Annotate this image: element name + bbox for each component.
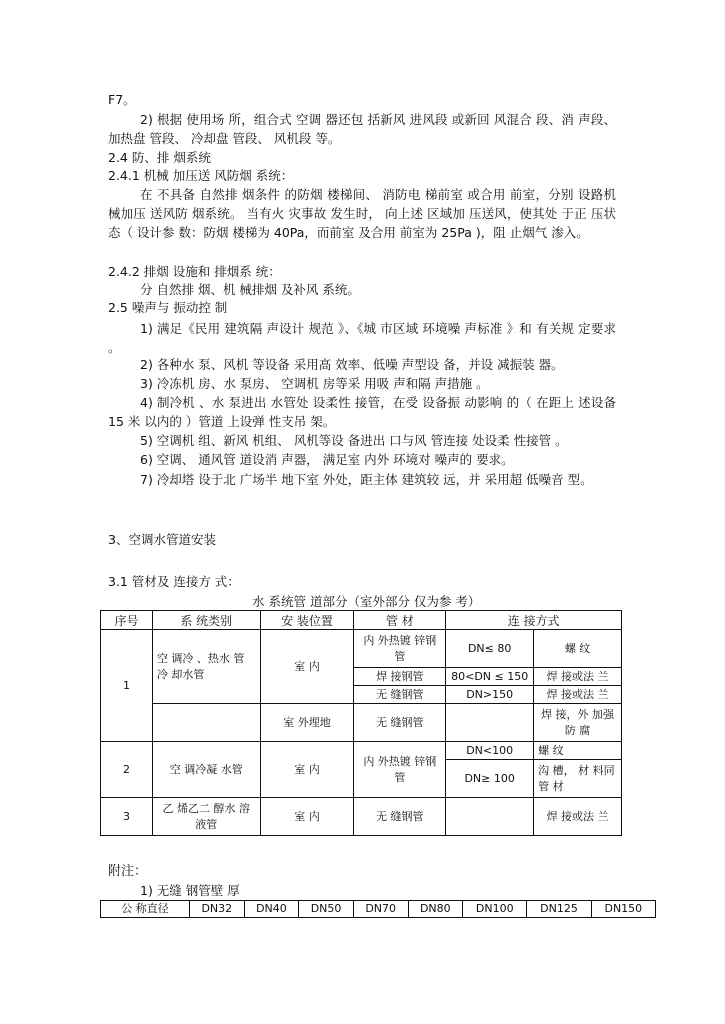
header-system: 系 统类别 [152, 611, 260, 630]
text-f7: F7。 [108, 92, 136, 107]
text-usage: 2) 根据 使用场 所，组合式 空调 器还包 括新风 进风段 或新回 风混合 段、消 声段、 加热盘 管段、 冷却盘 管段、 风机段 等。 [108, 112, 616, 146]
table-row [101, 798, 622, 836]
wall-thickness-table [100, 900, 656, 918]
cell-location: 室 外埋地 [260, 704, 354, 742]
cell-no: 1 [101, 630, 153, 742]
cell-material: 焊 接钢管 [354, 668, 446, 686]
cell-dn100: DN100 [463, 901, 527, 918]
table-caption: 水 系统管 道部分（室外部分 仅为参 考） [252, 594, 481, 609]
heading-3-1: 3.1 管材及 连接方 式： [108, 574, 240, 589]
pipe-material-table [100, 610, 622, 836]
cell-size: DN>150 [446, 686, 534, 704]
noise-item-1: 1) 满足《民用 建筑隔 声设计 规范 》、《城 市区域 环境噪 声标准 》和 有关规 定要求 。 [108, 321, 616, 355]
heading-2-5: 2.5 噪声与 振动控 制 [108, 300, 228, 315]
table-header-row [101, 611, 622, 630]
noise-item-7: 7) 冷却塔 设于北 广场半 地下室 外处，距主体 建筑较 远，并 采用超 低噪音 型。 [140, 472, 593, 487]
cell-material: 无 缝钢管 [354, 704, 446, 742]
cell-size: DN≥ 100 [446, 760, 534, 798]
cell-no: 2 [101, 742, 153, 798]
heading-2-4: 2.4 防、排 烟系统 [108, 150, 211, 165]
note-item-1: 1) 无缝 钢管壁 厚 [140, 883, 240, 898]
cell-system: 乙 烯乙二 醇水 溶 液管 [152, 798, 260, 836]
cell-material: 内 外热镀 锌钢 管 [354, 742, 446, 798]
cell-system-empty [152, 704, 260, 742]
heading-2-4-1: 2.4.1 机械 加压送 风防烟 系统： [108, 168, 294, 183]
cell-material: 无 缝钢管 [354, 686, 446, 704]
cell-dn40: DN40 [244, 901, 299, 918]
cell-dn80: DN80 [408, 901, 463, 918]
heading-3: 3、空调水管道安装 [108, 532, 216, 547]
cell-size-empty [446, 798, 534, 836]
cell-dn150: DN150 [591, 901, 655, 918]
cell-no: 3 [101, 798, 153, 836]
cell-dn125: DN125 [527, 901, 591, 918]
noise-item-4: 4) 制冷机 、水 泵进出 水管处 设柔性 接管，在受 设备振 动影响 的（ 在距上 述设备 15 米 以内的 ）管道 上设弹 性支吊 架。 [108, 395, 616, 429]
cell-dn70: DN70 [353, 901, 408, 918]
text-2-4-2-body: 分 自然排 烟、机 械排烟 及补风 系统。 [140, 282, 360, 297]
noise-item-6: 6) 空调、 通风管 道设消 声器， 满足室 内外 环境对 噪声的 要求。 [140, 452, 514, 467]
cell-location: 室 内 [260, 630, 354, 704]
header-location: 安 装位置 [260, 611, 354, 630]
cell-connection: 沟 槽， 材 料同管 材 [534, 760, 622, 798]
table-row [101, 704, 622, 742]
cell-location: 室 内 [260, 798, 354, 836]
cell-material: 内 外热镀 锌钢 管 [354, 630, 446, 668]
cell-system: 空 调冷凝 水管 [152, 742, 260, 798]
cell-nominal-diameter: 公 称直径 [101, 901, 190, 918]
heading-2-4-2: 2.4.2 排烟 设施和 排烟系 统： [108, 264, 281, 279]
cell-size: DN<100 [446, 742, 534, 760]
table-row [101, 630, 622, 668]
header-connection: 连 接方式 [446, 611, 622, 630]
noise-item-3: 3) 冷冻机 房、水 泵房、 空调机 房等采 用吸 声和隔 声措施 。 [140, 376, 489, 391]
cell-connection: 焊 接或法 兰 [534, 798, 622, 836]
cell-size-empty [446, 704, 534, 742]
noise-item-2: 2) 各种水 泵、风机 等设备 采用高 效率、低噪 声型设 备，并设 减振装 器。 [140, 357, 564, 372]
cell-connection: 螺 纹 [534, 630, 622, 668]
notes-title: 附注： [108, 864, 148, 879]
cell-dn32: DN32 [190, 901, 245, 918]
cell-dn50: DN50 [299, 901, 354, 918]
noise-item-5: 5) 空调机 组、新风 机组、 风机等设 备进出 口与风 管连接 处设柔 性接管 。 [140, 433, 568, 448]
cell-location: 室 内 [260, 742, 354, 798]
table-row [101, 901, 656, 918]
cell-connection: 螺 纹 [534, 742, 622, 760]
text-2-4-1-body: 在 不具备 自然排 烟条件 的防烟 楼梯间、 消防电 梯前室 或合用 前室，分别 设路机 械加压 送风防 烟系统。 当有火 灾事故 发生时， 向上述 区域加 压送风，使其处 于正 压状态（ 设计参 数：防烟 楼梯为 40Pa，而前室 及合用 前室为 25Pa )，阻 止烟气 渗入。 [108, 187, 616, 240]
cell-connection: 焊 接，外 加强 防 腐 [534, 704, 622, 742]
header-material: 管 材 [354, 611, 446, 630]
table-row [101, 742, 622, 760]
cell-connection: 焊 接或法 兰 [534, 686, 622, 704]
cell-material: 无 缝钢管 [354, 798, 446, 836]
cell-system: 空 调冷 、热水 管 冷 却水管 [152, 630, 260, 704]
header-no: 序号 [101, 611, 153, 630]
cell-size: 80<DN ≤ 150 [446, 668, 534, 686]
cell-size: DN≤ 80 [446, 630, 534, 668]
cell-connection: 焊 接或法 兰 [534, 668, 622, 686]
